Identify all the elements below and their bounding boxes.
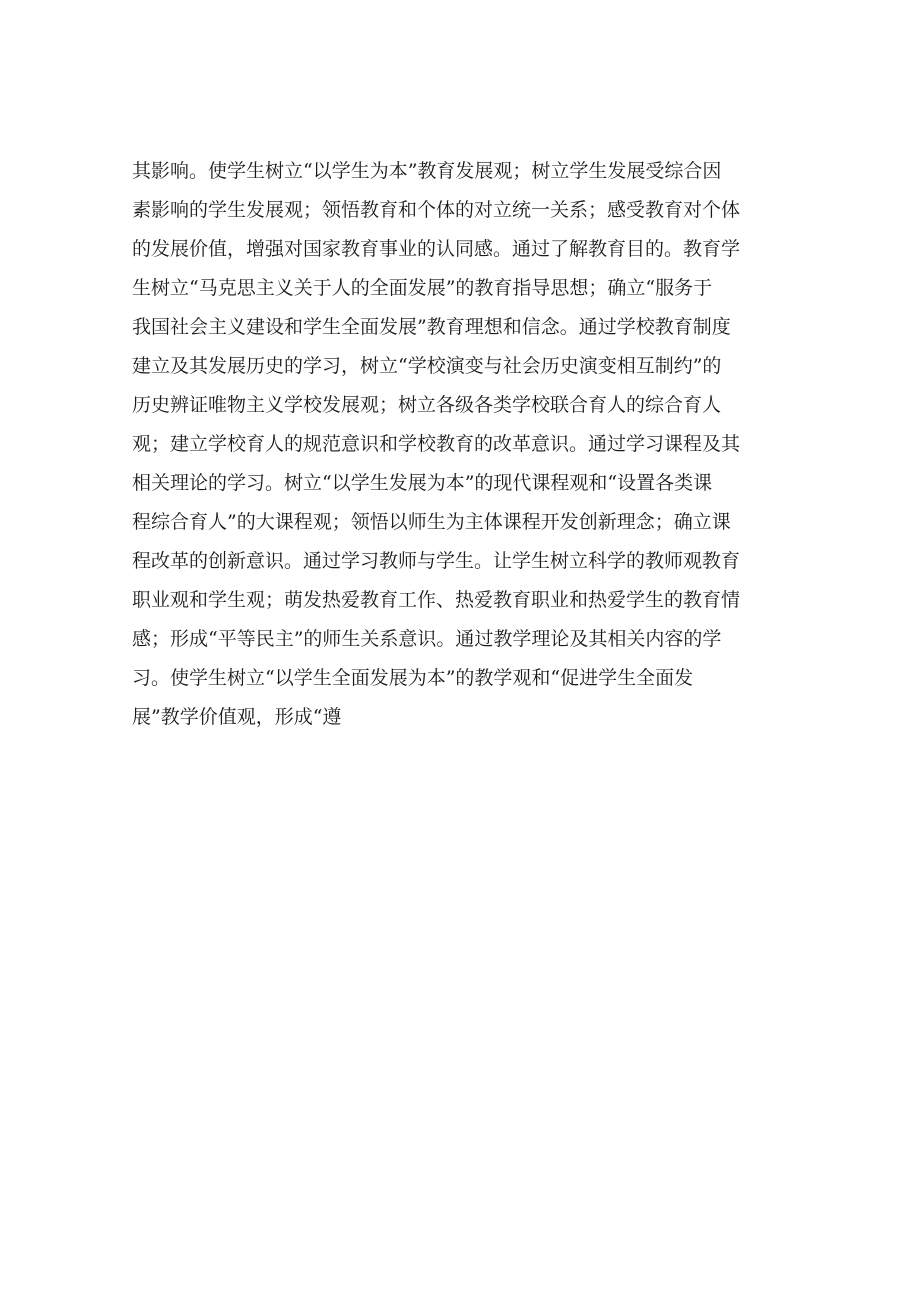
text-line: 职业观和学生观；萌发热爱教育工作、热爱教育职业和热爱学生的教育情: [132, 589, 741, 611]
text-line: 生树立“马克思主义关于人的全面发展”的教育指导思想；确立“服务于: [132, 277, 713, 299]
text-line: 程综合育人”的大课程观；领悟以师生为主体课程开发创新理念；确立课: [132, 511, 731, 533]
text-line: 观；建立学校育人的规范意识和学校教育的改革意识。通过学习课程及其: [132, 433, 741, 455]
text-line: 历史辨证唯物主义学校发展观；树立各级各类学校联合育人的综合育人: [132, 394, 722, 416]
text-line: 相关理论的学习。树立“以学生发展为本”的现代课程观和“设置各类课: [132, 472, 713, 494]
text-line: 建立及其发展历史的学习，树立“学校演变与社会历史演变相互制约”的: [132, 355, 722, 377]
text-line: 的发展价值，增强对国家教育事业的认同感。通过了解教育目的。教育学: [132, 238, 741, 260]
text-line: 程改革的创新意识。通过学习教师与学生。让学生树立科学的教师观教育: [132, 550, 741, 572]
text-line: 展”教学价值观，形成“遵: [132, 706, 342, 728]
body-paragraph: [132, 152, 792, 737]
text-line: 素影响的学生发展观；领悟教育和个体的对立统一关系；感受教育对个体: [132, 199, 741, 221]
text-line: 其影响。使学生树立“以学生为本”教育发展观；树立学生发展受综合因: [132, 160, 722, 182]
text-line: 我国社会主义建设和学生全面发展”教育理想和信念。通过学校教育制度: [132, 316, 731, 338]
text-line: 习。使学生树立“以学生全面发展为本”的教学观和“促进学生全面发: [132, 667, 694, 689]
text-line: 感；形成“平等民主”的师生关系意识。通过教学理论及其相关内容的学: [132, 628, 722, 650]
